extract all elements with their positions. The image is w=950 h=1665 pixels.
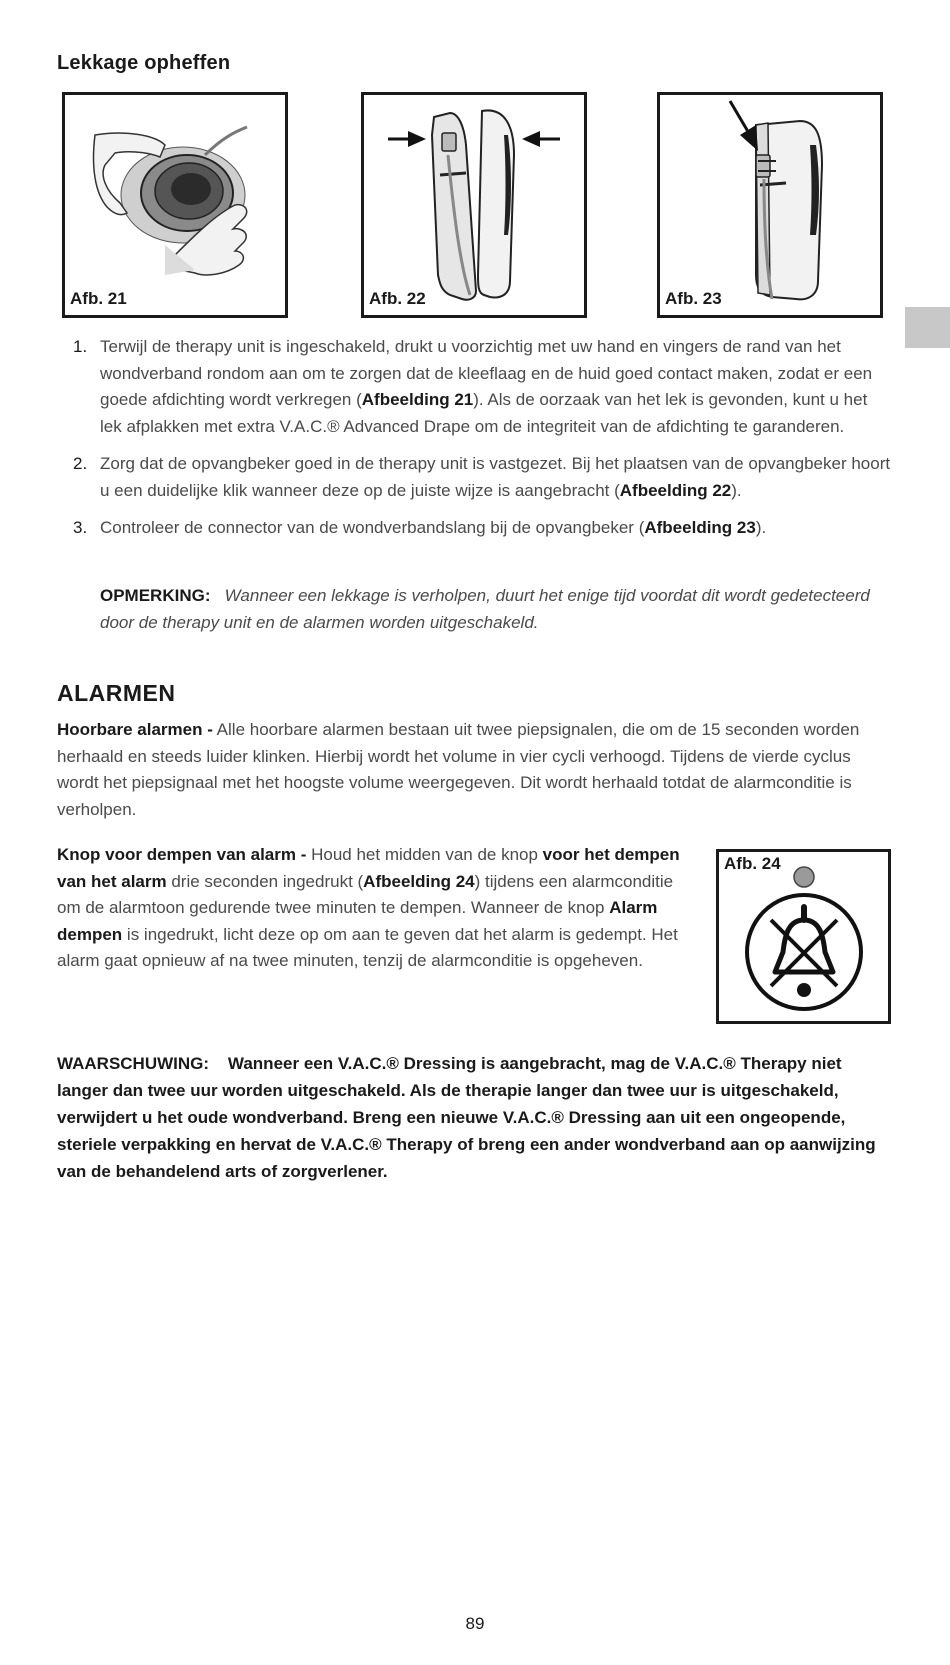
audible-text: Alle hoorbare alarmen bestaan uit twee piepsignalen, die om de 15 seconden worden herhaald en steeds luider klinken. Hierbij wordt het volume in vier cycli verhoogd. Tijdens de vierde cyclus wordt het piepsignaal met het hoogste volume weergegeven. Dit wordt herhaald totdat de alarmconditie is verholpen. <box>57 720 860 819</box>
audible-alarms-paragraph <box>57 717 893 823</box>
figure-ref: Afbeelding 22 <box>619 480 732 500</box>
audible-label: Hoorbare alarmen - <box>57 720 213 739</box>
chapter-tab <box>905 307 950 348</box>
figure-ref: Afbeelding 24 <box>363 871 475 891</box>
mute-text: Houd het midden van de knop <box>306 845 543 864</box>
step-item <box>57 515 893 542</box>
step-text: Terwijl de therapy unit is ingeschakeld, drukt u voorzichtig met uw hand en vingers de rand van het wondverband rondom aan om te zorgen dat de kleeflaag en de huid goed contact maken, zodat er een goede afdichting wordt verkregen ( <box>100 337 873 409</box>
figure-22 <box>361 92 587 318</box>
note-label: OPMERKING: <box>100 586 211 605</box>
figure-23 <box>657 92 883 318</box>
connector-check-illustration <box>660 95 880 315</box>
figure-22-label: Afb. 22 <box>369 289 426 308</box>
figure-23-label: Afb. 23 <box>665 289 722 308</box>
alarm-heading: ALARMEN <box>57 680 176 706</box>
step-number: 1. <box>73 337 88 356</box>
step-text: ). Als de oorzaak van het lek is gevonden, kunt u het lek afplakken met extra V.A.C.® Advanced Drape om de integriteit van de afdichting te garanderen. <box>100 390 868 436</box>
note <box>100 583 880 636</box>
step-number: 2. <box>73 454 88 473</box>
step-item <box>57 451 893 504</box>
mute-text: is ingedrukt, licht deze op om aan te geven dat het alarm is gedempt. Het alarm gaat opnieuw af na twee minuten, tenzij de alarmconditie is opgeheven. <box>57 924 678 970</box>
mute-bold: Alarm dempen <box>57 898 658 944</box>
page-number: 89 <box>465 1614 485 1633</box>
step-text: ). <box>731 480 742 500</box>
mute-button-paragraph <box>57 842 697 975</box>
note-text: Wanneer een lekkage is verholpen, duurt het enige tijd voordat dit wordt gedetecteerd door de therapy unit en de alarmen worden uitgeschakeld. <box>100 586 870 632</box>
mute-text: ) tijdens een alarmconditie om de alarmtoon gedurende twee minuten te dempen. Wanneer de knop <box>57 871 674 917</box>
canister-attach-illustration <box>364 95 584 315</box>
section-title: Lekkage opheffen <box>57 52 231 74</box>
step-number: 3. <box>73 518 88 537</box>
figure-24-label: Afb. 24 <box>724 854 781 873</box>
step-list <box>57 334 893 553</box>
figure-21-label: Afb. 21 <box>70 289 127 308</box>
warning-paragraph: WAARSCHUWING: Wanneer een V.A.C.® Dressing is aangebracht, mag de V.A.C.® Therapy niet langer dan twee uur worden uitgeschakeld. Als de therapie langer dan twee uur is uitgeschakeld, verwijdert u het oude wondverband. Breng een nieuwe V.A.C.® Dressing aan uit een ongeopende, steriele verpakking en hervat de V.A.C.® Therapy of breng een ander wondverband aan op aanwijzing van de behandelend arts of zorgverlener. <box>57 1054 881 1181</box>
figure-24 <box>716 849 891 1024</box>
figure-ref: Afbeelding 21 <box>361 390 474 409</box>
step-item <box>57 334 893 440</box>
mute-bold: voor het dempen van het alarm <box>57 845 680 891</box>
step-text: Controleer de connector van de wondverbandslang bij de opvangbeker ( <box>100 518 645 537</box>
alarm-mute-icon <box>719 852 888 1021</box>
figure-21 <box>62 92 288 318</box>
dressing-press-illustration <box>65 95 285 315</box>
mute-label: Knop voor dempen van alarm - <box>57 845 307 864</box>
mute-text: drie seconden ingedrukt ( <box>166 871 364 891</box>
step-text: Zorg dat de opvangbeker goed in de therapy unit is vastgezet. Bij het plaatsen van de opvangbeker hoort u een duidelijke klik wanneer deze op de juiste wijze is aangebracht ( <box>100 454 891 500</box>
step-text: ). <box>755 518 767 537</box>
figure-ref: Afbeelding 23 <box>644 518 756 537</box>
